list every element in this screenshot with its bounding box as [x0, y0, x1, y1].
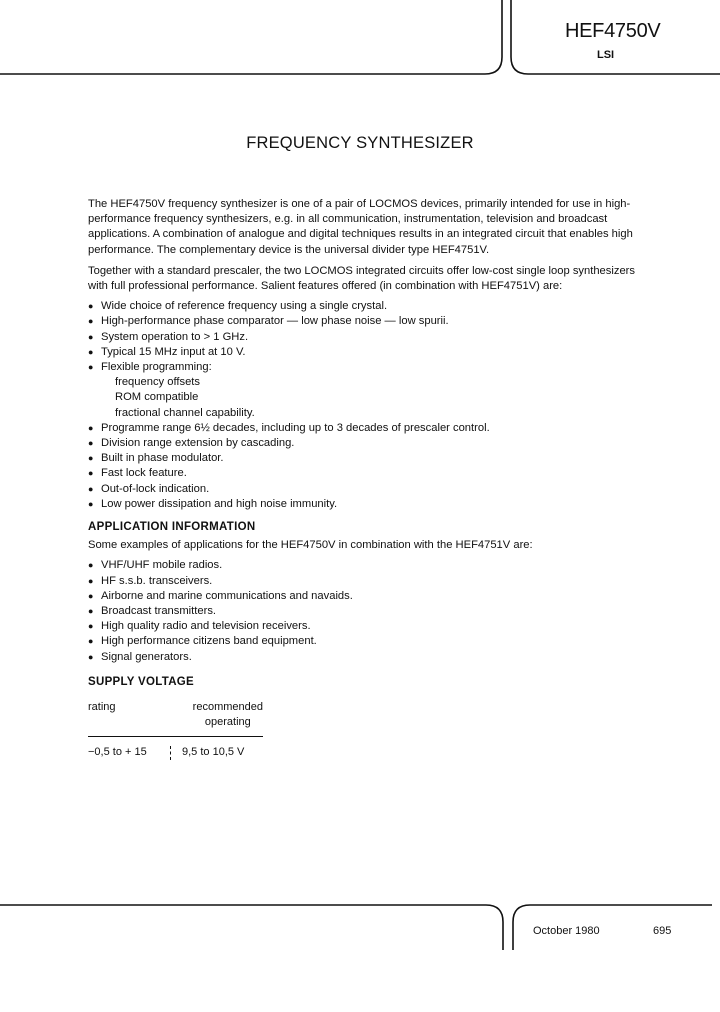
- list-item: ● Fast lock feature.: [88, 466, 648, 481]
- list-item: ● Broadcast transmitters.: [88, 604, 648, 619]
- application-intro: Some examples of applications for the HEF4750V in combination with the HEF4751V are:: [88, 539, 533, 552]
- table-row: [88, 745, 263, 760]
- list-item: ● High performance citizens band equipment.: [88, 634, 648, 649]
- bullet-icon: ●: [88, 316, 94, 327]
- sub-item: ROM compatible: [115, 391, 199, 404]
- list-item: ● High-performance phase comparator — low phase noise — low spurii.: [88, 314, 648, 329]
- supply-heading: SUPPLY VOLTAGE: [88, 675, 195, 688]
- document-body: [88, 197, 648, 760]
- bullet-icon: ●: [88, 560, 94, 571]
- bullet-icon: ●: [88, 331, 94, 342]
- bullet-icon: ●: [88, 575, 94, 586]
- list-item: ● Wide choice of reference frequency using a single crystal.: [88, 299, 648, 314]
- bullet-icon: ●: [88, 422, 94, 433]
- bullet-icon: ●: [88, 636, 94, 647]
- list-item: ● High quality radio and television receivers.: [88, 619, 648, 634]
- table-rule: [88, 736, 263, 737]
- recommended-value: 9,5 to 10,5 V: [182, 746, 245, 759]
- bullet-icon: ●: [88, 453, 94, 464]
- intro-paragraph: The HEF4750V frequency synthesizer is one of a pair of LOCMOS devices, primarily intended for use in high-performance frequency synthesizers, e.g. in all communication, instrumentation, television and broadcast applications. A combination of analogue and digital techniques results in an integrated circuit that enables high performance. The complementary device is the universal divider type HEF4751V.: [88, 198, 633, 256]
- applications-list: [88, 558, 648, 664]
- application-heading: APPLICATION INFORMATION: [88, 521, 256, 534]
- list-item: ● Flexible programming:: [88, 360, 648, 375]
- list-item: ● VHF/UHF mobile radios.: [88, 558, 648, 573]
- bullet-icon: ●: [88, 301, 94, 312]
- list-item: ● Out-of-lock indication.: [88, 482, 648, 497]
- bullet-icon: ●: [88, 362, 94, 373]
- list-item: ● Division range extension by cascading.: [88, 436, 648, 451]
- features-intro-paragraph: Together with a standard prescaler, the two LOCMOS integrated circuits offer low-cost single loop synthesizers with full professional performance. Salient features offered (in combination with HEF4751V) are:: [88, 264, 635, 293]
- device-family: LSI: [597, 49, 615, 61]
- list-item: ● HF s.s.b. transceivers.: [88, 574, 648, 589]
- column-header-rating: rating: [88, 701, 116, 714]
- bullet-icon: ●: [88, 468, 94, 479]
- bullet-icon: ●: [88, 590, 94, 601]
- bullet-icon: ●: [88, 651, 94, 662]
- bullet-icon: ●: [88, 483, 94, 494]
- rating-value: −0,5 to + 15: [88, 746, 147, 759]
- list-item: ● Built in phase modulator.: [88, 451, 648, 466]
- bullet-icon: ●: [88, 498, 94, 509]
- document-title: FREQUENCY SYNTHESIZER: [246, 134, 474, 152]
- features-list: [88, 299, 648, 512]
- list-item: ● Low power dissipation and high noise immunity.: [88, 497, 648, 512]
- sub-item: fractional channel capability.: [115, 406, 255, 419]
- list-item: ● Airborne and marine communications and navaids.: [88, 589, 648, 604]
- page-number: 695: [653, 925, 672, 937]
- column-separator: [170, 746, 172, 760]
- bullet-icon: ●: [88, 621, 94, 632]
- part-number: HEF4750V: [565, 20, 661, 42]
- bullet-icon: ●: [88, 606, 94, 617]
- sub-item: frequency offsets: [115, 376, 200, 389]
- supply-voltage-table: [88, 700, 263, 760]
- table-header-row: [88, 700, 263, 730]
- list-item: ● System operation to > 1 GHz.: [88, 330, 648, 345]
- column-header-recommended: recommended operating: [192, 701, 263, 729]
- footer-date: October 1980: [533, 925, 600, 937]
- list-item: ● Typical 15 MHz input at 10 V.: [88, 345, 648, 360]
- list-item: ● Programme range 6½ decades, including up to 3 decades of prescaler control.: [88, 421, 648, 436]
- list-item: ● Signal generators.: [88, 650, 648, 665]
- bullet-icon: ●: [88, 438, 94, 449]
- bullet-icon: ●: [88, 346, 94, 357]
